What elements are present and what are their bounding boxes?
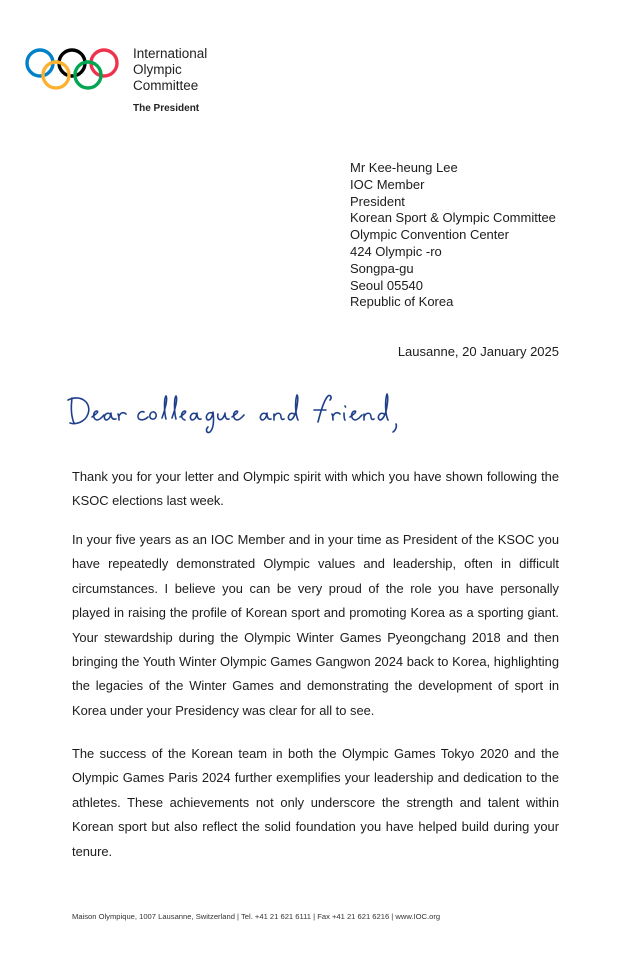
address-line: 424 Olympic -ro [350, 243, 442, 259]
olympic-rings-logo [24, 46, 120, 92]
address-line: Mr Kee-heung Lee [350, 160, 458, 175]
address-line: President [350, 193, 405, 209]
org-line: International [133, 46, 208, 61]
body-paragraph: In your five years as an IOC Member and in your time as President of the KSOC you have repeatedly demonstrated Olympic values and leadership, often in difficult circumstances. I believe you can be very proud of the role you have personally played in raising the profile of Korean sport and promoting Korea as a sporting giant. Your stewardship during the Olympic Winter Games Pyeongchang 2018 and then bringing the Youth Winter Olympic Games Gangwon 2024 back to Korea, highlighting the legacies of the Winter Games and demonstrating the development of sport in Korea under your Presidency was clear for all to see. [72, 532, 559, 718]
address-line: Republic of Korea [350, 294, 454, 310]
address-line: Korean Sport & Olympic Committee [350, 210, 556, 226]
recipient-address [350, 160, 556, 311]
letter-date: Lausanne, 20 January 2025 [397, 344, 559, 359]
address-line: Seoul 05540 [350, 277, 424, 293]
body-paragraph: The success of the Korean team in both the Olympic Games Tokyo 2020 and the Olympic Games Paris 2024 further exemplifies your leadership and dedication to the athletes. These achievements not only underscore the strength and talent within Korean sport but also reflect the solid foundation you have helped build during your tenure. [72, 746, 559, 859]
address-line: Songpa-gu [350, 260, 414, 276]
handwritten-salutation [62, 390, 402, 434]
org-line: Committee [133, 78, 199, 93]
letterhead-footer: Maison Olympique, 1007 Lausanne, Switzerland | Tel. +41 21 621 6111 | Fax +41 21 621 6216 | www.IOC.org [72, 912, 441, 921]
address-line: IOC Member [350, 176, 425, 192]
org-line: Olympic [133, 62, 182, 77]
body-paragraph: Thank you for your letter and Olympic spirit with which you have shown following the KSOC elections last week. [72, 469, 559, 509]
office-title: The President [133, 103, 200, 114]
address-line: Olympic Convention Center [350, 227, 509, 243]
organization-name [133, 46, 207, 94]
